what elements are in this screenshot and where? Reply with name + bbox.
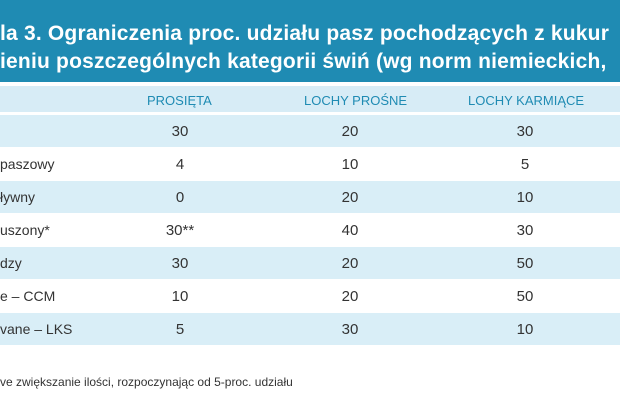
table-title-line-2: ieniu poszczególnych kategorii świń (wg norm niemieckich, bbox=[0, 50, 607, 73]
cell-lochy-prosne: 20 bbox=[341, 123, 359, 140]
cell-lochy-prosne: 20 bbox=[341, 189, 359, 206]
cell-lochy-karmiace: 30 bbox=[516, 222, 534, 239]
cell-lochy-karmiace: 5 bbox=[520, 156, 530, 173]
cell-lochy-prosne: 20 bbox=[341, 288, 359, 305]
cell-prosieta: 30 bbox=[171, 123, 189, 140]
row-label: dzy bbox=[0, 255, 22, 271]
table-title-bar bbox=[0, 0, 620, 82]
cell-lochy-prosne: 30 bbox=[341, 321, 359, 338]
column-header-lochy-karmiace: LOCHY KARMIĄCE bbox=[468, 93, 585, 108]
column-header-prosieta: PROSIĘTA bbox=[147, 93, 212, 108]
table-row bbox=[0, 181, 620, 213]
table-title-line-1: la 3. Ograniczenia proc. udziału pasz pochodzących z kukur bbox=[0, 22, 610, 45]
cell-lochy-karmiace: 30 bbox=[516, 123, 534, 140]
cell-lochy-karmiace: 50 bbox=[516, 288, 534, 305]
cell-prosieta: 0 bbox=[175, 189, 185, 206]
table-row bbox=[0, 214, 620, 246]
cell-prosieta: 30** bbox=[165, 222, 195, 239]
table-row bbox=[0, 115, 620, 147]
cell-lochy-prosne: 40 bbox=[341, 222, 359, 239]
cell-lochy-karmiace: 10 bbox=[516, 321, 534, 338]
row-label: e – CCM bbox=[0, 288, 56, 304]
cell-prosieta: 30 bbox=[171, 255, 189, 272]
cell-lochy-karmiace: 10 bbox=[516, 189, 534, 206]
table-row bbox=[0, 313, 620, 345]
table-row bbox=[0, 148, 620, 180]
cell-prosieta: 10 bbox=[171, 288, 189, 305]
cell-lochy-prosne: 20 bbox=[341, 255, 359, 272]
row-label: uszony* bbox=[0, 222, 50, 238]
row-label: ływny bbox=[0, 189, 36, 205]
row-label: vane – LKS bbox=[0, 321, 73, 337]
column-header-lochy-prosne: LOCHY PROŚNE bbox=[304, 93, 408, 108]
cell-prosieta: 5 bbox=[175, 321, 185, 338]
row-label: paszowy bbox=[0, 156, 55, 172]
cell-prosieta: 4 bbox=[175, 156, 185, 173]
cell-lochy-prosne: 10 bbox=[341, 156, 359, 173]
table-row bbox=[0, 280, 620, 312]
table-footnote: ve zwiększanie ilości, rozpoczynając od 5-proc. udziału bbox=[0, 375, 293, 389]
cell-lochy-karmiace: 50 bbox=[516, 255, 534, 272]
table-header-row bbox=[0, 86, 620, 112]
table-row bbox=[0, 247, 620, 279]
